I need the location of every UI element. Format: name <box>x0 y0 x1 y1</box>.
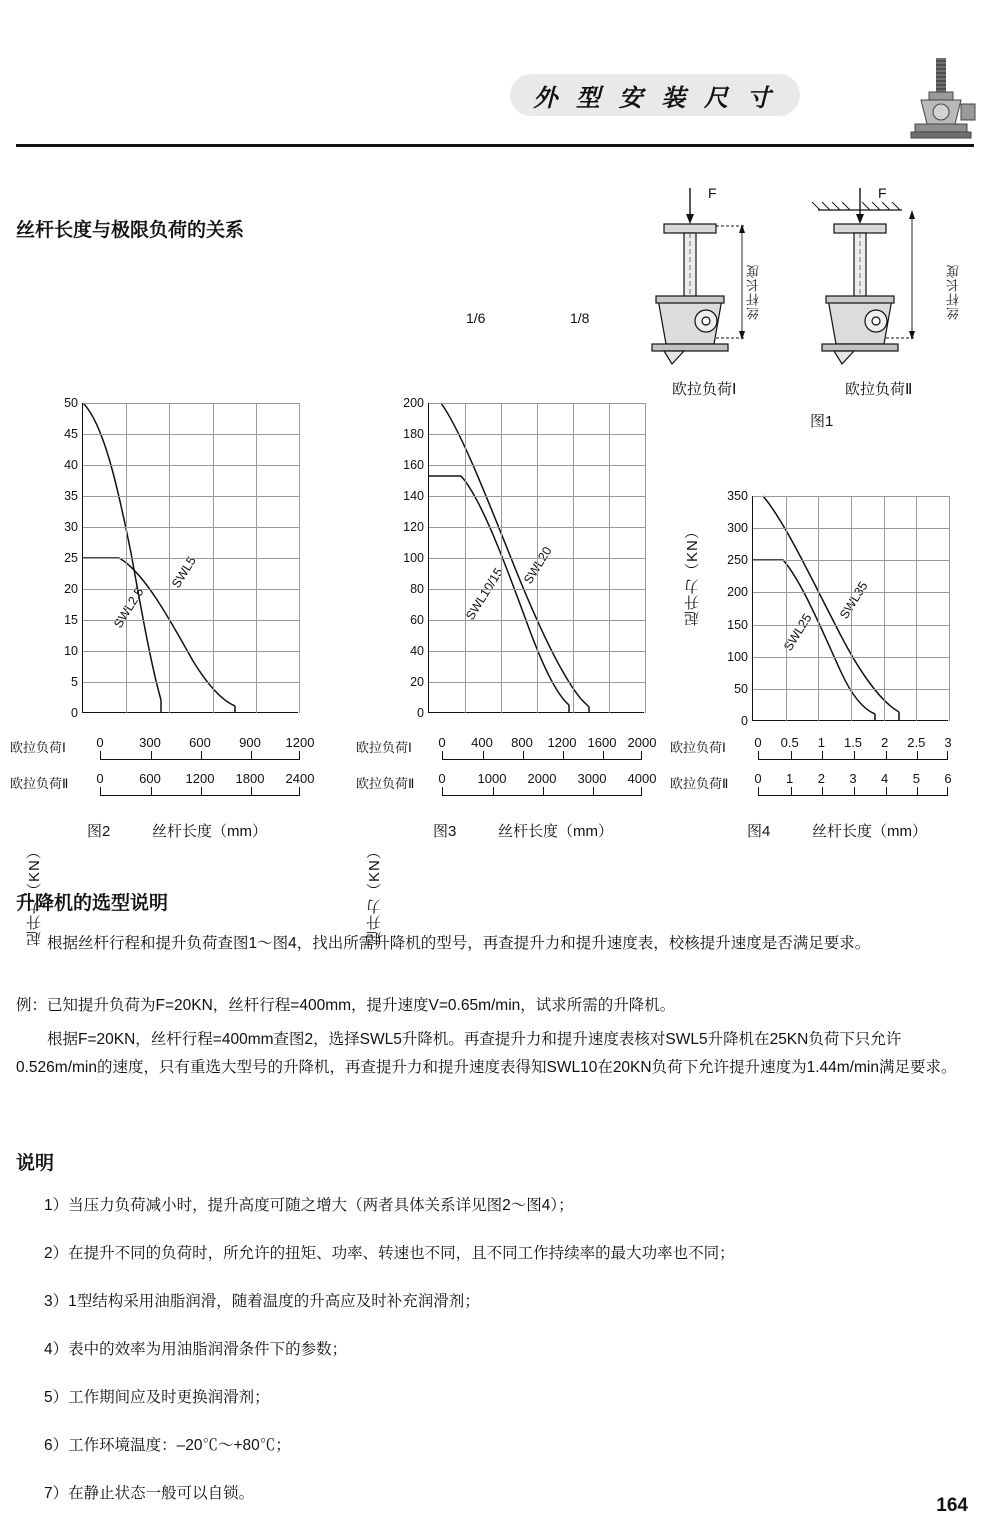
chart-fig3-series-label-1: SWL20 <box>521 544 555 587</box>
scale-label: 欧拉负荷Ⅰ <box>670 740 726 755</box>
y-axis-tick: 180 <box>403 427 424 441</box>
fig1-caption-euler-2: 欧拉负荷Ⅱ <box>845 381 913 398</box>
page-number: 164 <box>936 1495 968 1516</box>
selection-paragraph-1: 根据丝杆行程和提升负荷查图1～图4，找出所需升降机的型号，再查提升力和提升速度表，校核提升速度是否满足要求。 <box>16 935 871 952</box>
gridline <box>609 403 610 713</box>
gridline <box>83 558 299 559</box>
y-axis-tick: 100 <box>727 649 748 664</box>
scale-label: 欧拉负荷Ⅰ <box>10 740 66 755</box>
y-axis-tick: 5 <box>71 675 78 689</box>
fraction-label-1-8: 1/8 <box>570 310 590 326</box>
y-axis-tick: 45 <box>64 427 78 441</box>
gridline <box>299 403 300 713</box>
note-item-5: 5）工作期间应及时更换润滑剂； <box>44 1389 270 1406</box>
scale-bar <box>442 751 642 760</box>
gridline <box>786 496 787 721</box>
scale-tick-value: 0 <box>438 735 446 750</box>
scale-tick-value: 3000 <box>577 771 607 786</box>
scale-tick-value: 2.5 <box>907 735 926 750</box>
scale-tick-value: 2 <box>881 735 889 750</box>
scale-tick-value: 1200 <box>547 735 577 750</box>
scale-tick-value: 2400 <box>285 771 315 786</box>
chart-fig2-series-label-1: SWL5 <box>169 554 199 591</box>
scale-tick-value: 1800 <box>235 771 265 786</box>
y-axis-tick: 20 <box>64 582 78 596</box>
fraction-label-1-6: 1/6 <box>466 310 486 326</box>
x-axis-label: 丝杆长度（mm） <box>812 823 927 840</box>
page-header <box>0 0 990 148</box>
scale-tick-value: 1000 <box>477 771 507 786</box>
scale-tick-value: 600 <box>189 735 211 750</box>
chart-fig4-plot <box>727 489 948 728</box>
scale-tick-value: 4000 <box>627 771 657 786</box>
chart-fig2-ylabel: 起升力（KN） <box>26 843 43 947</box>
y-axis-tick: 150 <box>727 617 748 632</box>
y-axis-tick: 300 <box>727 521 748 536</box>
chart-fig4-series-label-0: SWL25 <box>781 611 815 654</box>
y-axis-tick: 0 <box>741 714 748 728</box>
gridline <box>169 403 170 713</box>
chart-fig4-ylabel: 起升力（KN） <box>684 523 701 627</box>
scale-label: 欧拉负荷Ⅱ <box>670 776 729 791</box>
scale-tick-value: 2000 <box>527 771 557 786</box>
scale-tick-value: 1200 <box>285 735 315 750</box>
fig1-screw-length-right: 丝杆长度 <box>946 264 961 320</box>
scale-tick-value: 3 <box>849 771 857 786</box>
gridline <box>83 682 299 683</box>
header-divider <box>16 144 974 147</box>
scale-tick-value: 2000 <box>627 735 657 750</box>
scale-label: 欧拉负荷Ⅱ <box>10 776 69 791</box>
gridline <box>573 403 574 713</box>
scale-tick-value: 6 <box>944 771 952 786</box>
y-axis-tick: 40 <box>410 644 424 658</box>
y-axis-tick: 10 <box>64 644 78 658</box>
gridline <box>851 496 852 721</box>
note-item-3: 3）1型结构采用油脂润滑，随着温度的升高应及时补充润滑剂； <box>44 1293 480 1310</box>
scale-tick-value: 0 <box>754 735 762 750</box>
section-title-relationship: 丝杆长度与极限负荷的关系 <box>16 220 245 241</box>
scale-tick-value: 400 <box>471 735 493 750</box>
scale-bar <box>758 787 948 796</box>
y-axis-tick: 140 <box>403 489 424 503</box>
figure-caption: 图2 <box>87 823 111 840</box>
scale-tick-value: 5 <box>912 771 920 786</box>
fig1-screw-length-left: 丝杆长度 <box>746 264 761 320</box>
y-axis-tick: 350 <box>727 489 748 503</box>
scale-tick-value: 0 <box>754 771 762 786</box>
gridline <box>818 496 819 721</box>
fig1-force-label-left: F <box>708 185 717 201</box>
y-axis-tick: 30 <box>64 520 78 534</box>
y-axis-tick: 250 <box>727 553 748 568</box>
gridline <box>256 403 257 713</box>
scale-tick-value: 0 <box>96 771 104 786</box>
note-item-1: 1）当压力负荷减小时，提升高度可随之增大（两者具体关系详见图2～图4）； <box>44 1197 574 1214</box>
y-axis-tick: 15 <box>64 613 78 627</box>
scale-tick-value: 2 <box>817 771 825 786</box>
scale-tick-value: 0 <box>438 771 446 786</box>
scale-tick-value: 1 <box>786 771 794 786</box>
gridline <box>83 527 299 528</box>
gridline <box>916 496 917 721</box>
y-axis-tick: 200 <box>403 396 424 410</box>
fig1-caption-euler-1: 欧拉负荷Ⅰ <box>672 381 737 398</box>
y-axis-tick: 50 <box>64 396 78 410</box>
scale-label: 欧拉负荷Ⅱ <box>356 776 415 791</box>
scale-tick-value: 600 <box>139 771 161 786</box>
chart-fig2-series-label-0: SWL2.5 <box>111 585 147 631</box>
gridline <box>83 496 299 497</box>
y-axis-tick: 50 <box>734 681 748 696</box>
y-axis-tick: 120 <box>403 520 424 534</box>
chart-fig3-ylabel: 起升力（KN） <box>366 843 383 947</box>
note-item-7: 7）在静止状态一般可以自锁。 <box>44 1485 255 1502</box>
scale-tick-value: 0.5 <box>780 735 799 750</box>
gridline <box>83 434 299 435</box>
selection-paragraph-3: 根据F=20KN，丝杆行程=400mm查图2，选择SWL5升降机。再查提升力和提升速度表核对SWL5升降机在25KN负荷下只允许0.526m/min的速度，只有重选大型号的升降机，再查提升力和提升速度表得知SWL10在20KN负荷下允许提升速度为1.44m/min满足要求。 <box>16 1031 957 1076</box>
y-axis-tick: 80 <box>410 582 424 596</box>
y-axis-tick: 20 <box>410 675 424 689</box>
note-item-6: 6）工作环境温度：–20℃～+80℃； <box>44 1437 291 1454</box>
chart-fig3-series-label-0: SWL10/15 <box>463 565 506 623</box>
x-axis-label: 丝杆长度（mm） <box>498 823 613 840</box>
y-axis-tick: 0 <box>71 706 78 720</box>
scale-label: 欧拉负荷Ⅰ <box>356 740 412 755</box>
gridline <box>501 403 502 713</box>
chart-fig4 <box>660 480 990 740</box>
gridline <box>83 403 299 404</box>
gridline <box>83 465 299 466</box>
gridline <box>83 589 299 590</box>
selection-paragraph-2: 例：已知提升负荷为F=20KN，丝杆行程=400mm，提升速度V=0.65m/min，试求所需的升降机。 <box>16 997 676 1014</box>
scale-tick-value: 3 <box>944 735 952 750</box>
x-axis-label: 丝杆长度（mm） <box>152 823 267 840</box>
note-item-2: 2）在提升不同的负荷时，所允许的扭矩、功率、转速也不同，且不同工作持续率的最大功率也不同； <box>44 1245 735 1262</box>
y-axis-tick: 25 <box>64 551 78 565</box>
chart-fig4-series-label-1: SWL35 <box>837 579 871 622</box>
gridline <box>126 403 127 713</box>
scale-bar <box>100 787 300 796</box>
scale-bar <box>100 751 300 760</box>
fig1-force-label-right: F <box>878 185 887 201</box>
fig1-svg <box>650 178 980 398</box>
figure-caption: 图4 <box>747 823 771 840</box>
fig1-caption: 图1 <box>810 413 834 430</box>
note-item-4: 4）表中的效率为用油脂润滑条件下的参数； <box>44 1341 348 1358</box>
scale-tick-value: 1.5 <box>843 735 863 750</box>
scale-bar <box>442 787 642 796</box>
y-axis-tick: 35 <box>64 489 78 503</box>
figure-caption: 图3 <box>433 823 457 840</box>
gridline <box>537 403 538 713</box>
scale-tick-value: 300 <box>139 735 161 750</box>
y-axis-tick: 60 <box>410 613 424 627</box>
y-axis-tick: 100 <box>403 551 424 565</box>
gridline <box>83 651 299 652</box>
section-title-selection: 升降机的选型说明 <box>16 893 169 914</box>
gridline <box>949 496 950 721</box>
scale-tick-value: 900 <box>239 735 261 750</box>
section-title-notes: 说明 <box>16 1153 55 1174</box>
y-axis-tick: 40 <box>64 458 78 472</box>
y-axis-tick: 200 <box>727 585 748 600</box>
y-axis-tick: 0 <box>417 706 424 720</box>
chart-fig3-plot <box>403 396 644 720</box>
scale-tick-value: 1600 <box>587 735 617 750</box>
y-axis-tick: 160 <box>403 458 424 472</box>
gridline <box>83 620 299 621</box>
screw-jack-icon <box>905 58 977 142</box>
gridline <box>645 403 646 713</box>
scale-tick-value: 1200 <box>185 771 215 786</box>
scale-tick-value: 800 <box>511 735 533 750</box>
scale-tick-value: 1 <box>817 735 825 750</box>
page-title: 外 型 安 装 尺 寸 <box>533 85 777 112</box>
scale-tick-value: 0 <box>96 735 104 750</box>
gridline <box>465 403 466 713</box>
scale-bar <box>758 751 948 760</box>
scale-tick-value: 4 <box>881 771 889 786</box>
chart-fig2-plot <box>64 396 298 720</box>
gridline <box>884 496 885 721</box>
gridline <box>213 403 214 713</box>
